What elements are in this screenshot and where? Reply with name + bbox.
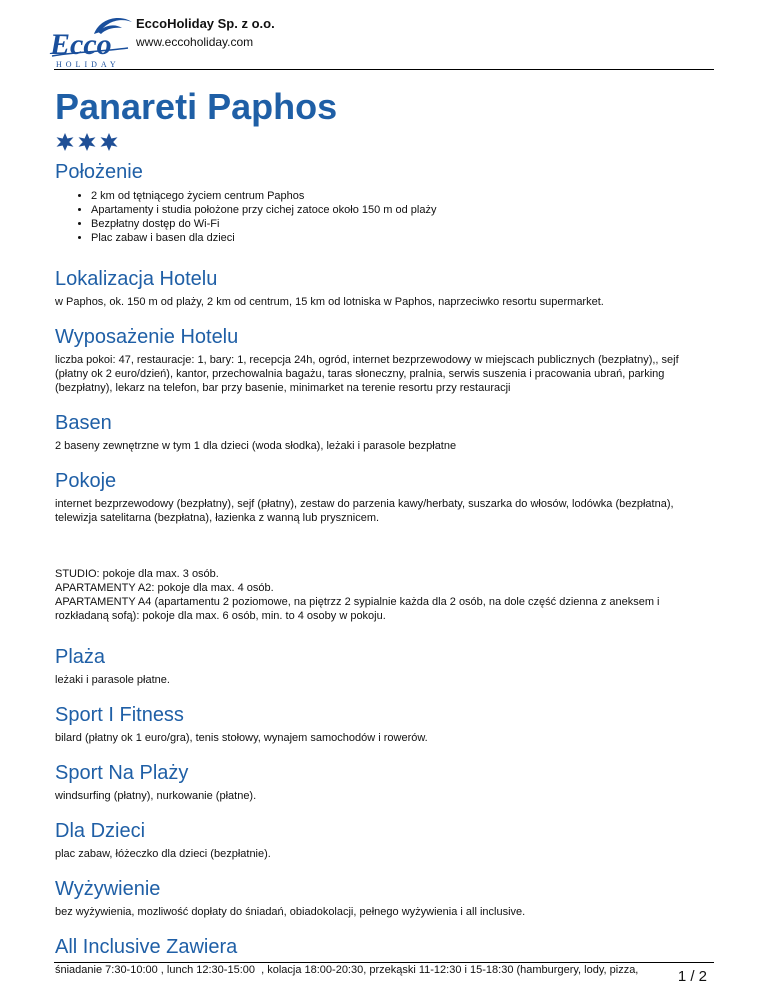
document-content [55, 86, 715, 977]
section-title-wyposazenie: Wyposażenie Hotelu [55, 326, 239, 348]
page-header [44, 12, 714, 69]
list-item: • Bezpłatny dostęp do Wi-Fi [91, 217, 715, 231]
plaza-text: leżaki i parasole płatne. [55, 674, 170, 686]
polozenie-list [55, 189, 715, 245]
star-icon [99, 132, 119, 152]
ecco-holiday-logo [48, 12, 134, 70]
footer-divider [54, 962, 714, 963]
pokoje-a4-line: rozkładaną sofą): pokoje dla max. 6 osób, min. to 4 osoby w pokoju. [55, 610, 386, 622]
pokoje-a4-line: APARTAMENTY A4 (apartamentu 2 poziomowe, na piętrzz 2 sypialnie każda dla 2 osób, na dole część dzienna z aneksem i [55, 596, 660, 608]
list-item: • Apartamenty i studia położone przy cichej zatoce około 150 m od plaży [91, 203, 715, 217]
basen-text: 2 baseny zewnętrzne w tym 1 dla dzieci (woda słodka), leżaki i parasole bezpłatne [55, 440, 457, 452]
page-number: 1 / 2 [677, 968, 707, 985]
section-title-pokoje: Pokoje [55, 470, 117, 492]
lokalizacja-text: w Paphos, ok. 150 m od plaży, 2 km od centrum, 15 km od lotniska w Paphos, naprzeciwko resortu supermarket. [55, 296, 604, 308]
wyzywienie-text: bez wyżywienia, mozliwość dopłaty do śniadań, obiadokolacji, pełnego wyżywienia i all inclusive. [55, 906, 526, 918]
wyposazenie-text-line: (bezpłatny), lekarz na telefon, bar przy basenie, minimarket na terenie resortu przy restauracji [55, 382, 511, 394]
section-title-basen: Basen [55, 412, 112, 434]
sport-text: bilard (płatny ok 1 euro/gra), tenis stołowy, wynajem samochodów i rowerów. [55, 732, 428, 744]
svg-text:Ecco: Ecco [50, 28, 112, 61]
section-title-sport-plaza: Sport Na Plaży [55, 762, 189, 784]
star-icon [77, 132, 97, 152]
list-item: • 2 km od tętniącego życiem centrum Paphos [91, 189, 715, 203]
company-url[interactable]: www.eccoholiday.com [136, 35, 254, 49]
sport-plaza-text: windsurfing (płatny), nurkowanie (płatne). [55, 790, 257, 802]
hotel-title: Panareti Paphos [55, 86, 338, 127]
pokoje-studio: STUDIO: pokoje dla max. 3 osób. [55, 568, 219, 580]
pokoje-text-line: telewizja satelitarna (bezpłatna), łazienka z wanną lub prysznicem. [55, 512, 380, 524]
star-icon [55, 132, 75, 152]
section-title-lokalizacja: Lokalizacja Hotelu [55, 268, 218, 290]
section-title-wyzywienie: Wyżywienie [55, 878, 161, 900]
section-title-dzieci: Dla Dzieci [55, 820, 146, 842]
section-title-sport: Sport I Fitness [55, 704, 184, 726]
pokoje-a2: APARTAMENTY A2: pokoje dla max. 4 osób. [55, 582, 274, 594]
header-divider [54, 69, 714, 70]
list-item: • Plac zabaw i basen dla dzieci [91, 231, 715, 245]
pokoje-text-line: internet bezprzewodowy (bezpłatny), sejf (płatny), zestaw do parzenia kawy/herbaty, suszarka do włosów, lodówka (bezpłatna), [55, 498, 674, 510]
star-rating [55, 132, 715, 154]
section-title-polozenie: Położenie [55, 161, 143, 183]
company-info [136, 16, 275, 49]
section-title-plaza: Plaża [55, 646, 106, 668]
section-title-all-inclusive: All Inclusive Zawiera [55, 936, 238, 958]
wyposazenie-text-line: (płatny ok 2 euro/dzień), kantor, przechowalnia bagażu, taras słoneczny, pralnia, serwis suszenia i pracowania ubrań, parking [55, 368, 665, 380]
wyposazenie-text-line: liczba pokoi: 47, restauracje: 1, bary: 1, recepcja 24h, ogród, internet bezprzewodowy w miejscach publicznych (bezpłatny),, sejf [55, 354, 679, 366]
all-inclusive-text: śniadanie 7:30-10:00 , lunch 12:30-15:00 , kolacja 18:00-20:30, przekąski 11-12:30 i 15-18:30 (hamburgery, lody, pizza, [55, 964, 639, 976]
svg-text:HOLIDAY: HOLIDAY [56, 60, 120, 69]
company-name: EccoHoliday Sp. z o.o. [136, 16, 275, 31]
dzieci-text: plac zabaw, łóżeczko dla dzieci (bezpłatnie). [55, 848, 271, 860]
